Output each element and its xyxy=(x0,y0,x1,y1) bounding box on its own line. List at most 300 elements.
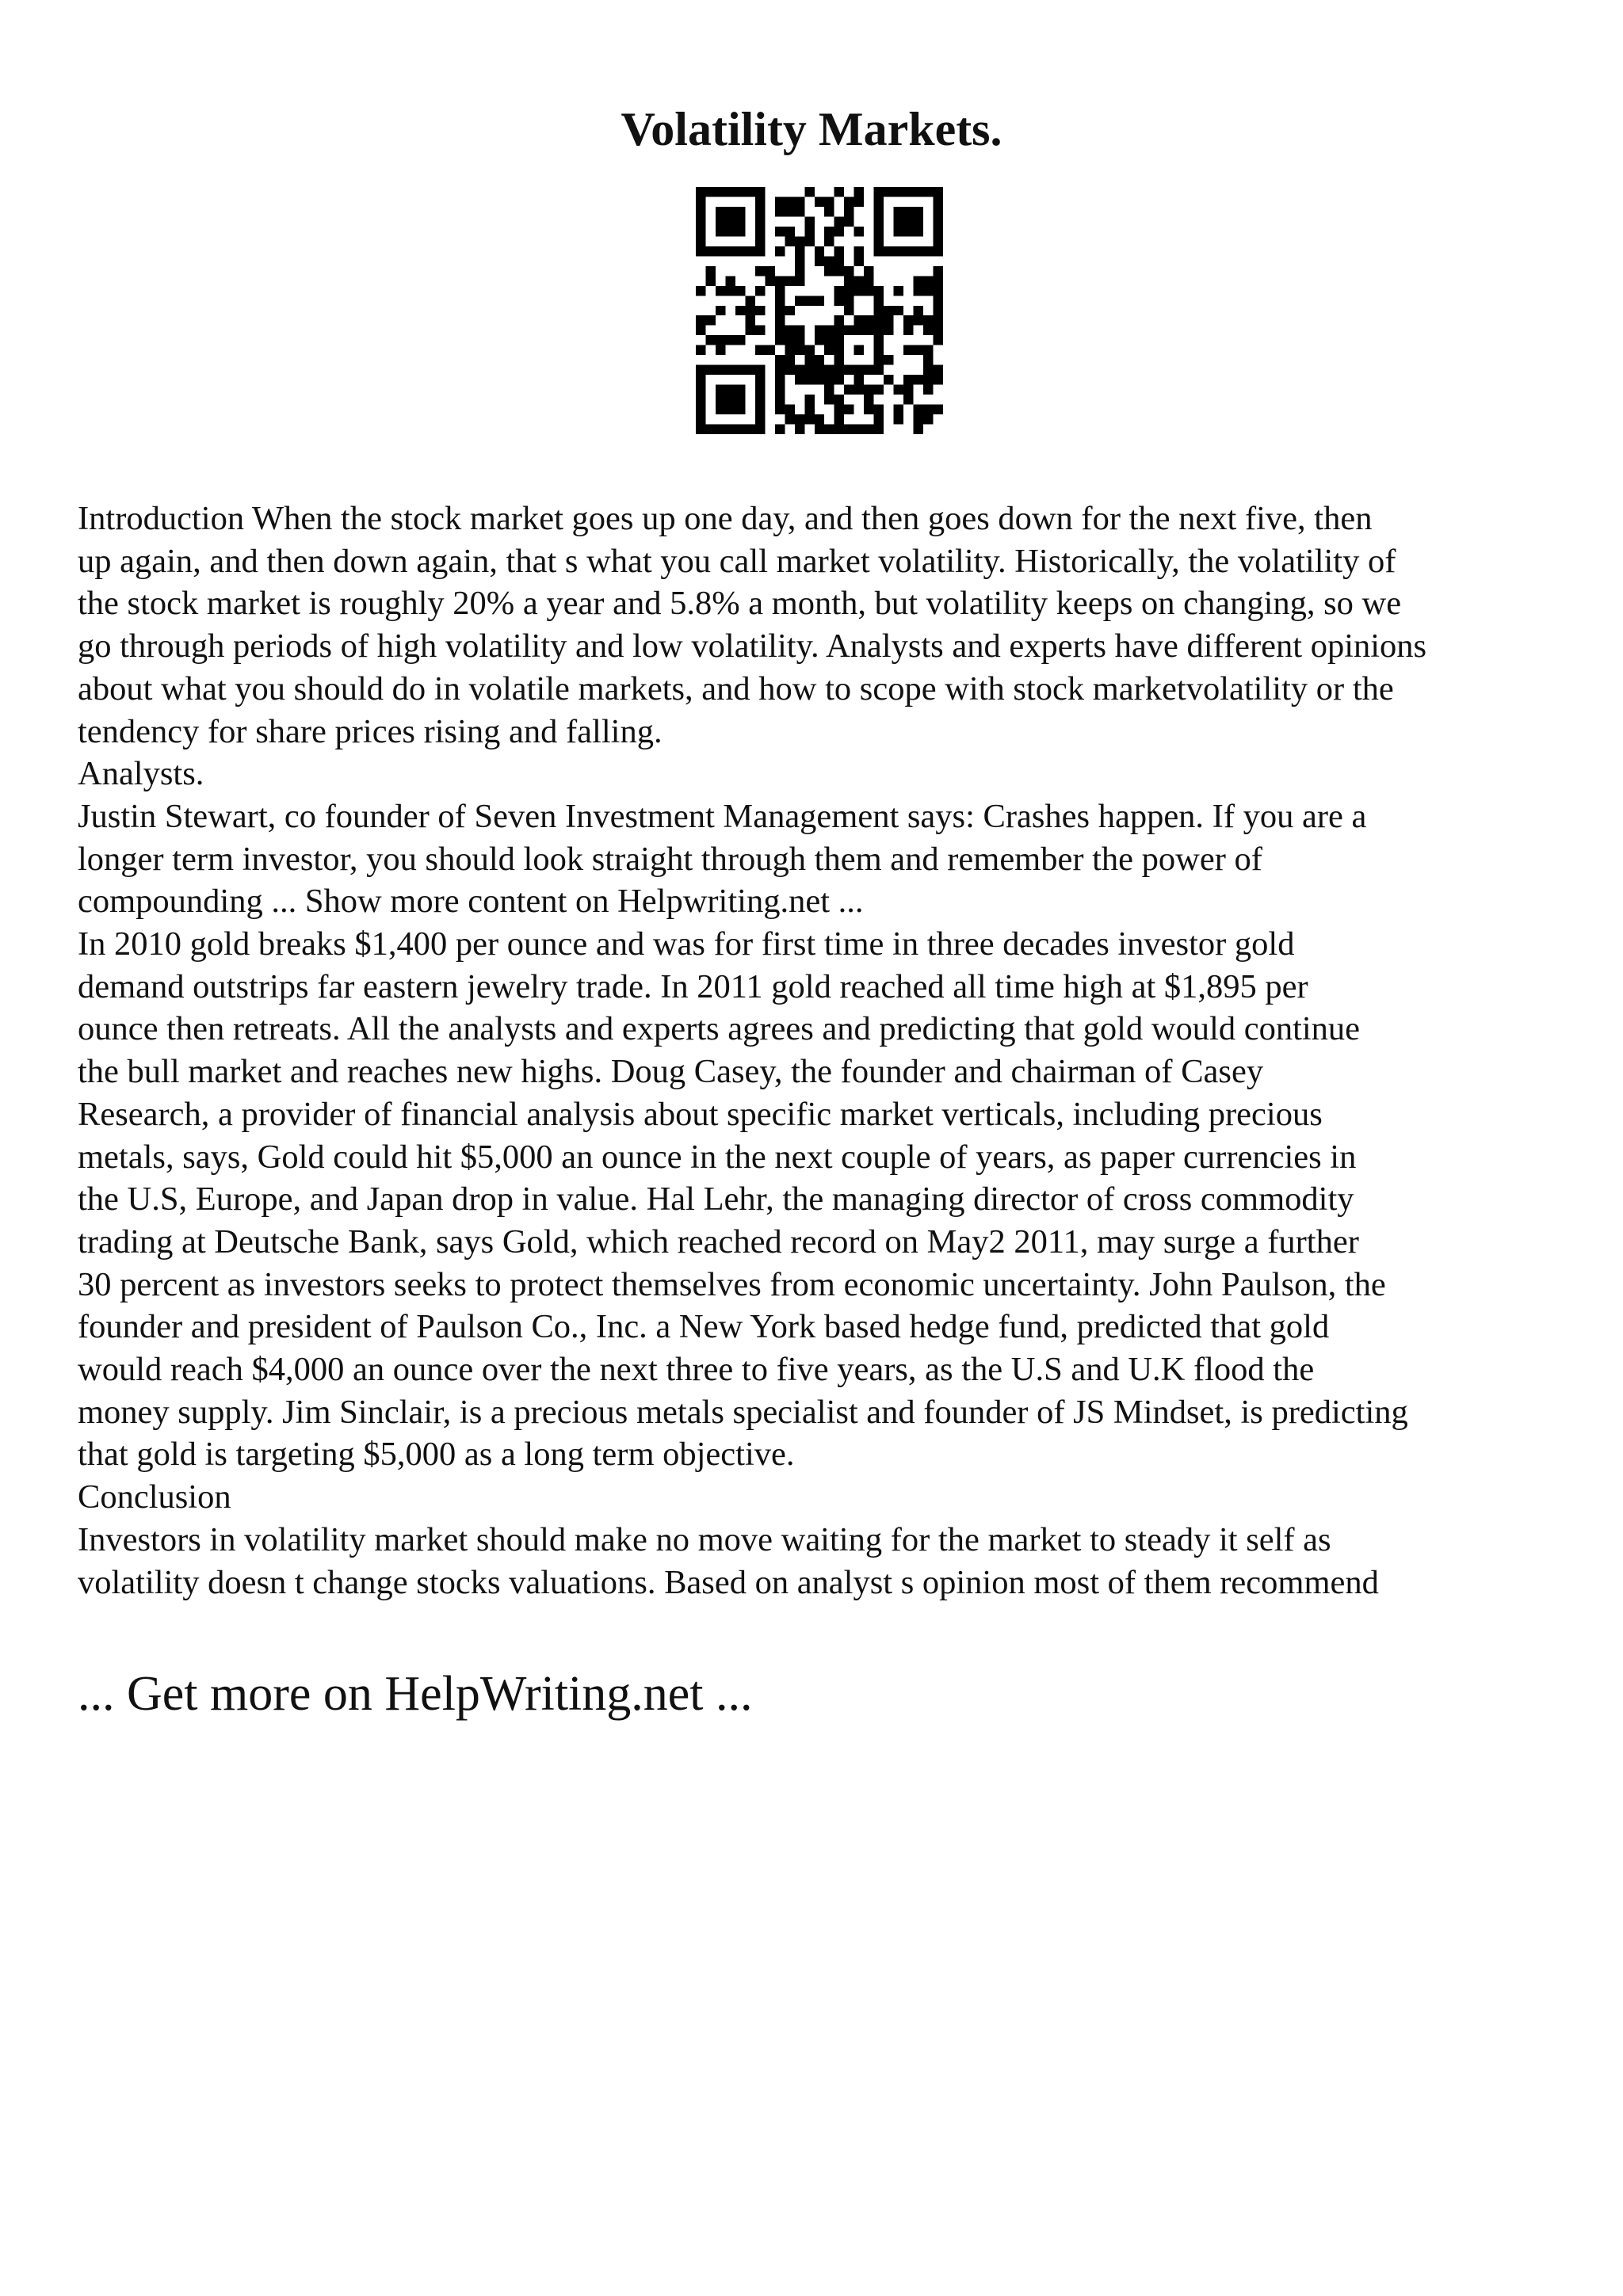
qr-module xyxy=(923,375,933,384)
qr-module xyxy=(864,286,873,296)
qr-module xyxy=(725,286,735,296)
qr-module xyxy=(934,266,943,276)
qr-module xyxy=(824,207,834,216)
qr-module xyxy=(716,187,725,196)
qr-module xyxy=(705,315,715,325)
qr-module xyxy=(795,196,804,206)
body-line: volatility doesn t change stocks valuations. Based on analyst s opinion most of them recommend xyxy=(78,1563,1379,1601)
qr-module xyxy=(755,326,765,335)
qr-module xyxy=(795,335,804,345)
qr-module xyxy=(834,315,844,325)
qr-module xyxy=(834,246,844,256)
qr-module xyxy=(854,345,864,355)
qr-module xyxy=(755,345,765,355)
qr-module xyxy=(903,227,913,236)
qr-module xyxy=(874,414,884,424)
qr-module xyxy=(696,385,705,395)
qr-module xyxy=(815,365,824,375)
qr-module xyxy=(696,365,705,375)
qr-module xyxy=(775,326,785,335)
qr-module xyxy=(705,276,715,285)
qr-module xyxy=(864,326,873,335)
qr-module xyxy=(755,196,765,206)
qr-module xyxy=(696,236,705,246)
document-body xyxy=(78,498,1583,1604)
qr-module xyxy=(914,375,923,384)
qr-module xyxy=(775,365,785,375)
qr-module xyxy=(795,296,804,305)
body-line: founder and president of Paulson Co., Inc. a New York based hedge fund, predicted that gold xyxy=(78,1308,1330,1346)
qr-module xyxy=(834,256,844,265)
qr-module xyxy=(785,335,794,345)
qr-module xyxy=(923,315,933,325)
qr-module xyxy=(775,296,785,305)
qr-module xyxy=(775,227,785,236)
qr-module xyxy=(884,246,893,256)
qr-module xyxy=(884,355,893,364)
qr-module xyxy=(755,405,765,414)
qr-module xyxy=(874,236,884,246)
qr-module xyxy=(923,365,933,375)
qr-module xyxy=(834,286,844,296)
qr-module xyxy=(894,385,903,395)
qr-module xyxy=(804,365,814,375)
qr-module xyxy=(923,385,933,395)
qr-module xyxy=(775,286,785,296)
qr-module xyxy=(934,286,943,296)
qr-module xyxy=(775,246,785,256)
body-line: the stock market is roughly 20% a year and 5.8% a month, but volatility keeps on changing, so we xyxy=(78,585,1402,623)
qr-module xyxy=(745,306,754,315)
qr-module xyxy=(755,286,765,296)
qr-module xyxy=(914,345,923,355)
qr-module xyxy=(725,207,735,216)
qr-module xyxy=(765,276,774,285)
qr-module xyxy=(775,315,785,325)
qr-module xyxy=(874,365,884,375)
qr-module xyxy=(834,405,844,414)
body-line: Research, a provider of financial analysis about specific market verticals, including precious xyxy=(78,1095,1323,1133)
qr-module xyxy=(854,385,864,395)
body-line: money supply. Jim Sinclair, is a precious metals specialist and founder of JS Mindset, is predicting xyxy=(78,1393,1408,1431)
qr-module xyxy=(914,414,923,424)
qr-module xyxy=(795,425,804,434)
qr-module xyxy=(894,286,903,296)
qr-module xyxy=(934,236,943,246)
qr-module xyxy=(923,246,933,256)
qr-module xyxy=(804,375,814,384)
qr-module xyxy=(755,207,765,216)
qr-module xyxy=(696,227,705,236)
qr-module xyxy=(785,227,794,236)
qr-module xyxy=(716,405,725,414)
qr-module xyxy=(725,216,735,226)
qr-module xyxy=(725,335,735,345)
qr-module xyxy=(755,236,765,246)
qr-module xyxy=(903,207,913,216)
qr-module xyxy=(815,355,824,364)
qr-module xyxy=(903,395,913,404)
qr-module xyxy=(775,395,785,404)
qr-module xyxy=(696,425,705,434)
qr-module xyxy=(755,187,765,196)
qr-module xyxy=(815,196,824,206)
qr-module xyxy=(903,315,913,325)
qr-module xyxy=(815,326,824,335)
qr-module xyxy=(815,425,824,434)
qr-module xyxy=(795,246,804,256)
body-line: the bull market and reaches new highs. Doug Casey, the founder and chairman of Casey xyxy=(78,1053,1264,1091)
qr-module xyxy=(894,227,903,236)
qr-module xyxy=(914,207,923,216)
qr-module xyxy=(775,375,785,384)
qr-module xyxy=(804,405,814,414)
qr-module xyxy=(874,405,884,414)
qr-module xyxy=(745,425,754,434)
body-line: 30 percent as investors seeks to protect themselves from economic uncertainty. John Paulson, the xyxy=(78,1265,1386,1303)
qr-module xyxy=(923,276,933,285)
qr-module xyxy=(804,345,814,355)
qr-module xyxy=(696,375,705,384)
qr-module xyxy=(834,266,844,276)
qr-module xyxy=(815,375,824,384)
qr-module xyxy=(834,227,844,236)
qr-module xyxy=(735,306,745,315)
qr-module xyxy=(735,187,745,196)
qr-module xyxy=(725,405,735,414)
qr-module xyxy=(884,375,893,384)
body-line: go through periods of high volatility and low volatility. Analysts and experts have different opinions xyxy=(78,627,1427,666)
qr-module xyxy=(934,405,943,414)
qr-module xyxy=(834,414,844,424)
qr-module xyxy=(785,355,794,364)
qr-module xyxy=(903,385,913,395)
qr-module xyxy=(716,335,725,345)
qr-module xyxy=(785,306,794,315)
qr-module xyxy=(934,326,943,335)
qr-module xyxy=(834,187,844,196)
qr-module xyxy=(795,326,804,335)
qr-module xyxy=(735,216,745,226)
qr-module xyxy=(914,405,923,414)
qr-code-icon xyxy=(696,187,943,434)
qr-module xyxy=(755,414,765,424)
qr-module xyxy=(745,365,754,375)
qr-module xyxy=(755,375,765,384)
body-line: metals, says, Gold could hit $5,000 an ounce in the next couple of years, as paper currencies in xyxy=(78,1138,1357,1176)
qr-module xyxy=(735,335,745,345)
qr-module xyxy=(745,246,754,256)
qr-module xyxy=(934,216,943,226)
qr-module xyxy=(795,236,804,246)
qr-module xyxy=(844,207,854,216)
qr-module xyxy=(696,187,705,196)
qr-module xyxy=(735,425,745,434)
qr-module xyxy=(884,326,893,335)
body-line: tendency for share prices rising and falling. xyxy=(78,712,663,750)
qr-module xyxy=(755,266,765,276)
qr-module xyxy=(824,375,834,384)
qr-module xyxy=(844,196,854,206)
qr-module xyxy=(716,345,725,355)
qr-module xyxy=(705,365,715,375)
qr-module xyxy=(755,395,765,404)
qr-module xyxy=(716,216,725,226)
qr-module xyxy=(864,395,873,404)
qr-module xyxy=(755,227,765,236)
body-line: Analysts. xyxy=(78,755,204,793)
qr-module xyxy=(785,196,794,206)
qr-module xyxy=(696,216,705,226)
qr-module xyxy=(864,315,873,325)
qr-module xyxy=(844,266,854,276)
qr-module xyxy=(804,187,814,196)
qr-module xyxy=(874,345,884,355)
qr-module xyxy=(923,414,933,424)
body-line: that gold is targeting $5,000 as a long term objective. xyxy=(78,1436,795,1474)
qr-module xyxy=(716,207,725,216)
qr-module xyxy=(834,345,844,355)
qr-module xyxy=(854,196,864,206)
qr-module xyxy=(874,315,884,325)
body-line: Introduction When the stock market goes up one day, and then goes down for the next five, then xyxy=(78,500,1373,537)
qr-module xyxy=(775,196,785,206)
qr-module xyxy=(696,246,705,256)
qr-module xyxy=(795,276,804,285)
qr-module xyxy=(934,315,943,325)
qr-module xyxy=(934,187,943,196)
qr-module xyxy=(903,187,913,196)
qr-module xyxy=(894,246,903,256)
qr-module xyxy=(934,375,943,384)
qr-module xyxy=(864,365,873,375)
body-line: ounce then retreats. All the analysts and experts agrees and predicting that gold would continue xyxy=(78,1010,1361,1048)
qr-module xyxy=(834,395,844,404)
qr-module xyxy=(844,286,854,296)
qr-module xyxy=(894,306,903,315)
qr-module xyxy=(755,216,765,226)
body-line: about what you should do in volatile markets, and how to scope with stock marketvolatility or the xyxy=(78,669,1394,707)
qr-module xyxy=(854,315,864,325)
qr-module xyxy=(696,326,705,335)
qr-module xyxy=(934,296,943,305)
qr-module xyxy=(725,187,735,196)
qr-module xyxy=(824,266,834,276)
qr-module xyxy=(804,355,814,364)
qr-module xyxy=(844,425,854,434)
qr-module xyxy=(824,236,834,246)
qr-module xyxy=(934,276,943,285)
qr-module xyxy=(934,306,943,315)
qr-module xyxy=(834,216,844,226)
qr-module xyxy=(725,276,735,285)
qr-module xyxy=(854,187,864,196)
qr-module xyxy=(696,345,705,355)
qr-module xyxy=(785,207,794,216)
qr-module xyxy=(854,365,864,375)
document-title: Volatility Markets. xyxy=(621,103,1002,155)
qr-module xyxy=(795,256,804,265)
qr-module xyxy=(854,286,864,296)
qr-module xyxy=(874,385,884,395)
body-line: demand outstrips far eastern jewelry trade. In 2011 gold reached all time high at $1,895 per xyxy=(78,967,1308,1005)
qr-module xyxy=(705,246,715,256)
qr-module xyxy=(755,365,765,375)
qr-module xyxy=(775,355,785,364)
qr-module xyxy=(705,335,715,345)
qr-module xyxy=(716,286,725,296)
qr-module xyxy=(785,276,794,285)
qr-module xyxy=(854,227,864,236)
qr-module xyxy=(923,187,933,196)
qr-module xyxy=(735,365,745,375)
qr-module xyxy=(864,385,873,395)
qr-module xyxy=(815,335,824,345)
qr-module xyxy=(705,266,715,276)
qr-module xyxy=(894,414,903,424)
qr-module xyxy=(874,425,884,434)
qr-module xyxy=(785,326,794,335)
qr-module xyxy=(923,345,933,355)
qr-module xyxy=(735,246,745,256)
qr-module xyxy=(934,335,943,345)
qr-module xyxy=(874,355,884,364)
qr-module xyxy=(775,335,785,345)
qr-module xyxy=(834,365,844,375)
qr-module xyxy=(755,425,765,434)
qr-module xyxy=(903,375,913,384)
qr-module xyxy=(745,315,754,325)
qr-module xyxy=(725,365,735,375)
qr-module xyxy=(844,326,854,335)
qr-module xyxy=(864,405,873,414)
qr-module xyxy=(815,246,824,256)
qr-module xyxy=(795,414,804,424)
qr-module xyxy=(914,246,923,256)
qr-module xyxy=(696,315,705,325)
qr-module xyxy=(824,335,834,345)
qr-module xyxy=(696,395,705,404)
qr-module xyxy=(914,216,923,226)
qr-module xyxy=(914,425,923,434)
qr-module xyxy=(934,246,943,256)
qr-module xyxy=(874,196,884,206)
qr-module xyxy=(804,395,814,404)
qr-module xyxy=(725,385,735,395)
qr-module xyxy=(824,425,834,434)
qr-module xyxy=(795,266,804,276)
qr-module xyxy=(874,286,884,296)
qr-module xyxy=(725,425,735,434)
qr-module xyxy=(745,296,754,305)
qr-module xyxy=(824,196,834,206)
body-line: In 2010 gold breaks $1,400 per ounce and was for first time in three decades investor gold xyxy=(78,925,1295,963)
qr-module xyxy=(745,187,754,196)
qr-module xyxy=(844,306,854,315)
body-line: Justin Stewart, co founder of Seven Investment Management says: Crashes happen. If you are a xyxy=(78,797,1367,835)
qr-module xyxy=(903,246,913,256)
qr-module xyxy=(696,196,705,206)
qr-module xyxy=(785,365,794,375)
qr-module xyxy=(725,395,735,404)
qr-module xyxy=(824,326,834,335)
qr-module xyxy=(934,207,943,216)
qr-module xyxy=(914,276,923,285)
qr-module xyxy=(775,425,785,434)
body-line: would reach $4,000 an ounce over the next three to five years, as the U.S and U.K flood the xyxy=(78,1351,1315,1389)
qr-module xyxy=(864,425,873,434)
qr-module xyxy=(785,345,794,355)
qr-module xyxy=(716,385,725,395)
qr-module xyxy=(815,414,824,424)
qr-module xyxy=(844,405,854,414)
qr-module xyxy=(824,345,834,355)
qr-module xyxy=(894,216,903,226)
qr-module xyxy=(854,276,864,285)
qr-module xyxy=(785,236,794,246)
qr-module xyxy=(884,315,893,325)
qr-module xyxy=(923,355,933,364)
qr-module xyxy=(854,326,864,335)
qr-module xyxy=(884,187,893,196)
qr-module xyxy=(914,306,923,315)
body-line: Conclusion xyxy=(78,1478,231,1516)
qr-module xyxy=(716,395,725,404)
qr-module xyxy=(914,187,923,196)
qr-module xyxy=(804,414,814,424)
qr-module xyxy=(844,276,854,285)
qr-module xyxy=(696,405,705,414)
qr-module xyxy=(795,375,804,384)
qr-module xyxy=(804,216,814,226)
body-line: Investors in volatility market should make no move waiting for the market to steady it self as xyxy=(78,1520,1331,1558)
qr-module xyxy=(696,286,705,296)
qr-module xyxy=(716,425,725,434)
qr-module xyxy=(725,227,735,236)
qr-module xyxy=(716,365,725,375)
qr-module xyxy=(795,345,804,355)
qr-module xyxy=(785,414,794,424)
qr-module xyxy=(834,355,844,364)
qr-module xyxy=(834,425,844,434)
qr-module xyxy=(914,227,923,236)
qr-module xyxy=(755,246,765,256)
qr-module xyxy=(824,365,834,375)
qr-module xyxy=(864,266,873,276)
qr-module xyxy=(804,296,814,305)
qr-module xyxy=(874,296,884,305)
qr-module xyxy=(795,365,804,375)
qr-module xyxy=(854,375,864,384)
qr-module xyxy=(834,335,844,345)
qr-module xyxy=(795,207,804,216)
qr-module xyxy=(824,385,834,395)
qr-module xyxy=(874,216,884,226)
get-more-link[interactable]: ... Get more on HelpWriting.net ... xyxy=(78,1667,753,1721)
qr-module xyxy=(705,425,715,434)
qr-module xyxy=(775,276,785,285)
qr-module xyxy=(824,395,834,404)
qr-module xyxy=(934,227,943,236)
qr-module xyxy=(874,207,884,216)
qr-module xyxy=(755,306,765,315)
qr-module xyxy=(874,326,884,335)
qr-module xyxy=(735,385,745,395)
qr-module xyxy=(934,196,943,206)
qr-module xyxy=(716,306,725,315)
qr-module xyxy=(735,395,745,404)
body-line: longer term investor, you should look straight through them and remember the power of xyxy=(78,840,1262,878)
